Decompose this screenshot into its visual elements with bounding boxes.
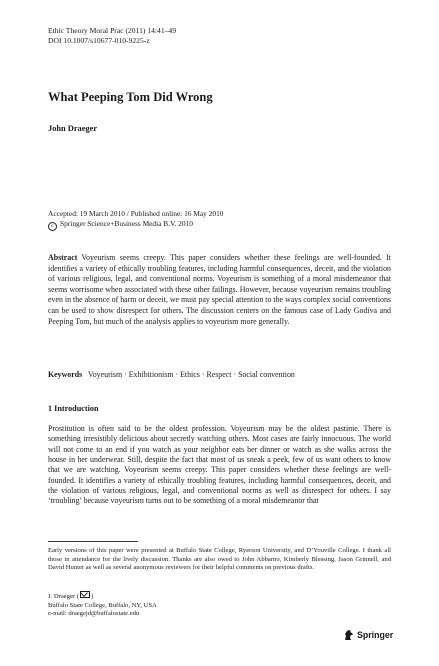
- abstract-label: Abstract: [48, 253, 78, 262]
- body-paragraph: Prostitution is often said to be the oldest profession. Voyeurism may be the oldest pastime. There is something irresistibly delicious about secretly watching others. Most cases are fairly innocuous. The world will not come to an end if you watch as your neighbor eats her dinner or watch as she walks across the house in her underwear. Still, despite the fact that most of us sneak a peek, few of us want others to know that we are watching. Voyeurism seems creepy. This paper considers whether these feelings are well-founded. It identifies a variety of ethically troubling features, including harmful consequences, deceit, and the violation of various religious, legal, and conventional norms as well as disrespect for others. I say ‘troubling’ because voyeurism turns out to be something of a moral misdemeanor that: [48, 424, 391, 506]
- abstract-text: Voyeurism seems creepy. This paper considers whether these feelings are well-founded. It identifies a variety of ethically troubling features, including harmful consequences, deceit, and the violation of various religious, legal, and conventional norms. Voyeurism is something of a moral misdemeanor that seems worrisome when associated with these other failings. However, because voyeurism remains troubling even in the absence of harm or deceit, we must pay special attention to the ways complex social conventions can be used to show disrespect for others. The discussion centers on the famous case of Lady Godiva and Peeping Tom, but much of the analysis applies to voyeurism more generally.: [48, 253, 391, 326]
- accepted-published-line: Accepted: 19 March 2010 / Published online: 16 May 2010: [48, 209, 224, 218]
- footnote-divider: [48, 541, 138, 542]
- abstract: [48, 253, 391, 327]
- keyword: Social convention: [238, 370, 295, 379]
- affiliation-name: J. Draeger (: [48, 593, 79, 600]
- journal-citation: Ethic Theory Moral Prac (2011) 14:41–49: [48, 26, 177, 35]
- keywords-label: Keywords: [48, 370, 83, 379]
- author-contact-line: [48, 591, 157, 602]
- paper-title: What Peeping Tom Did Wrong: [48, 90, 213, 104]
- affiliation-email[interactable]: e-mail: draegejd@buffalostate.edu: [48, 610, 140, 618]
- envelope-icon: [80, 591, 90, 598]
- keyword: Voyeurism: [88, 370, 123, 379]
- keyword: Exhibitionism: [128, 370, 174, 379]
- affiliation-address: Buffalo State College, Buffalo, NY, USA: [48, 601, 157, 609]
- author-name: John Draeger: [48, 124, 98, 133]
- copyright-text: Springer Science+Business Media B.V. 2010: [60, 219, 193, 228]
- copyright-line: [48, 219, 224, 231]
- author-affiliation: [48, 591, 157, 619]
- doi-line: DOI 10.1007/s10677-010-9225-z: [48, 36, 150, 45]
- publisher-name: Springer: [357, 630, 394, 640]
- keywords: Keywords Voyeurism · Exhibitionism · Ethics · Respect · Social convention: [48, 370, 295, 379]
- publication-dates: [48, 209, 224, 231]
- affiliation-name-close: ): [90, 593, 94, 600]
- footnote: Early versions of this paper were presented at Buffalo State College, Ryerson University, and D’Youville College. I thank all those in attendance for the lively discussion. Thanks are also owed to John Abbarno, Kimberly Blessing, Jason Grinnell, and David Hunter as well as several anonymous reviewers for their helpful comments on previous drafts.: [48, 547, 391, 572]
- springer-horse-icon: [343, 629, 355, 641]
- keyword: Respect: [206, 370, 232, 379]
- copyright-icon: c: [48, 222, 57, 231]
- journal-header: [48, 26, 176, 46]
- publisher-logo: [343, 629, 393, 641]
- keyword: Ethics: [180, 370, 200, 379]
- section-heading: 1 Introduction: [48, 404, 99, 413]
